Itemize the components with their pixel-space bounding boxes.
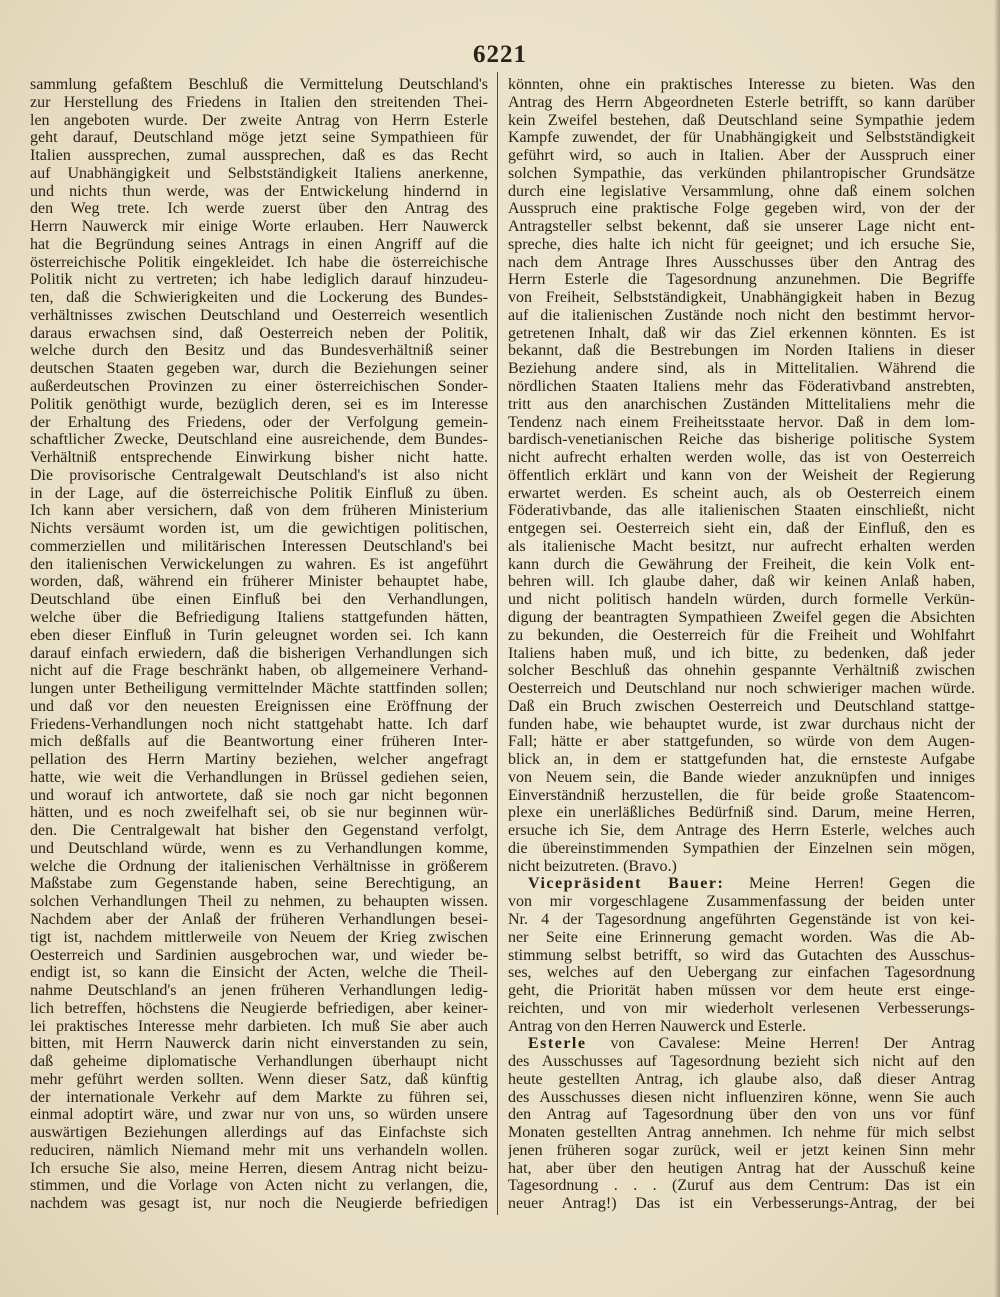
speech-text: von Cavalese: Meine Herren! Der Antrag: [586, 1035, 975, 1053]
text-line: funden habe, wie behauptet wurde, ist zwar durchaus nicht der: [508, 715, 975, 733]
text-line: und nichts thun werde, was der Entwickelung hindernd in: [30, 182, 488, 200]
text-line: kein Zweifel bestehen, daß Deutschland seine Sympathie jedem: [508, 111, 975, 129]
text-line: solchen Sympathie, das verkünden philantropischer Grundsätze: [508, 164, 975, 182]
text-line: und worauf ich antwortete, daß sie noch gar nicht begonnen: [30, 786, 488, 804]
text-line: solchen Verhandlungen Theil zu nehmen, zu behaupten wissen.: [30, 893, 488, 911]
text-line: hat die Begründung seines Antrags in einen Angriff auf die: [30, 235, 488, 253]
text-line: bitten, mit Herrn Nauwerck darin nicht einverstanden zu sein,: [30, 1035, 488, 1053]
text-line: österreichische Politik eingekleidet. Ich habe die österreichische: [30, 253, 488, 271]
text-line: Maßstabe zum Gegenstande haben, seine Berechtigung, an: [30, 875, 488, 893]
text-line: verhältnisses zwischen Deutschland und Oesterreich wesentlich: [30, 306, 488, 324]
text-line: Oesterreich und Deutschland nur noch schwieriger machen würde.: [508, 680, 975, 698]
text-line: welche über die Befriedigung Italiens stattgefunden hätten,: [30, 608, 488, 626]
text-line: mich deßfalls auf die Beantwortung einer früheren Inter-: [30, 733, 488, 751]
text-line: und nicht politisch handeln würden, durch formelle Verkün-: [508, 591, 975, 609]
text-line: kann durch die Gewährung der Freiheit, die kein Volk ent-: [508, 555, 975, 573]
text-line: hat, aber über den heutigen Antrag hat der Ausschuß keine: [508, 1159, 975, 1177]
text-line: lei praktisches Interesse mehr darbieten. Ich muß Sie aber auch: [30, 1017, 488, 1035]
text-line: Antrag des Herrn Abgeordneten Esterle betrifft, so kann darüber: [508, 93, 975, 111]
text-line: mehr geführt werden sollten. Wenn dieser Satz, daß künftig: [30, 1070, 488, 1088]
text-line: erwartet werden. Es scheint auch, als ob Oesterreich einem: [508, 484, 975, 502]
text-line: Nr. 4 der Tagesordnung angeführten Gegenstände ist von kei-: [508, 910, 975, 928]
text-line: ner Seite eine Erinnerung gemacht worden. Was die Ab-: [508, 928, 975, 946]
text-line: Föderativbande, das alle italienischen Staaten einschließt, nicht: [508, 502, 975, 520]
text-line: Ich ersuche Sie also, meine Herren, diesem Antrag nicht beizu-: [30, 1159, 488, 1177]
text-line: Italien aussprechen, zumal aussprechen, daß es das Recht: [30, 147, 488, 165]
text-line: reduciren, nämlich Niemand mehr mit uns verhandeln wollen.: [30, 1141, 488, 1159]
text-line: ten, daß die Schwierigkeiten und die Lockerung des Bundes-: [30, 289, 488, 307]
text-line: ses, welches auf den Uebergang zur einfachen Tagesordnung: [508, 964, 975, 982]
left-column: [30, 76, 488, 1213]
speech-text: Meine Herren! Gegen die: [724, 875, 975, 893]
text-line: deutschen Staaten gegeben war, durch die Beziehungen seiner: [30, 360, 488, 378]
text-line: den Weg trete. Ich werde zuerst über den Antrag des: [30, 200, 488, 218]
text-line: Deutschland übe einen Einfluß bei den Verhandlungen,: [30, 591, 488, 609]
text-line: durch eine legislative Versammlung, ohne daß einem solchen: [508, 182, 975, 200]
text-line: Daß ein Bruch zwischen Oesterreich und Deutschland stattge-: [508, 697, 975, 715]
text-line: den Antrag auf Tagesordnung über den von uns vor fünf: [508, 1106, 975, 1124]
text-line: jenen früheren sogar zurück, weil er jetzt keinen Sinn mehr: [508, 1141, 975, 1159]
text-line: welche durch den Besitz und das Bundesverhältniß seiner: [30, 342, 488, 360]
text-line: nahme Deutschland's an jenen früheren Verhandlungen ledig-: [30, 982, 488, 1000]
text-line: Politik genöthigt wurde, bezüglich deren, sei es im Interesse: [30, 395, 488, 413]
text-line: den italienischen Verwickelungen zu wahren. Es ist angeführt: [30, 555, 488, 573]
text-line: einmal adoptirt wäre, und zwar nur von uns, so würden unsere: [30, 1106, 488, 1124]
text-line: Antrag von den Herren Nauwerck und Esterle.: [508, 1017, 807, 1035]
text-line: der Erhaltung des Friedens, oder der Verfolgung gemein-: [30, 413, 488, 431]
text-line: nach dem Antrage Ihres Ausschusses über den Antrag des: [508, 253, 975, 271]
text-line: außerdeutschen Provinzen zu einer österreichischen Sonder-: [30, 378, 488, 396]
text-line: tigt ist, nachdem mittlerweile von Neuem der Krieg zwischen: [30, 928, 488, 946]
text-line: plexe ein unerläßliches Bedürfniß sind. Darum, meine Herren,: [508, 804, 975, 822]
text-line: Beziehung andere sind, als in Mittelitalien. Während die: [508, 360, 975, 378]
text-line: ersuche ich Sie, dem Antrage des Herrn Esterle, welches auch: [508, 822, 975, 840]
text-line: der internationale Verkehr auf dem Markte zu führen sei,: [30, 1088, 488, 1106]
text-line: Nichts versäumt worden ist, um die gewichtigen politischen,: [30, 520, 488, 538]
text-line: [508, 875, 975, 893]
text-line: tritt aus den anarchischen Zuständen Mittelitaliens mehr die: [508, 395, 975, 413]
text-line: welche die Ordnung der italienischen Verhältnisse in größerem: [30, 857, 488, 875]
text-line: Monaten gestellten Antrag annehmen. Ich nehme für mich selbst: [508, 1124, 975, 1142]
text-line: Verhältniß entsprechende Einwirkung bisher nicht hatte.: [30, 449, 488, 467]
text-line: bardisch-venetianischen Reiche das bisherige politische System: [508, 431, 975, 449]
text-line: den. Die Centralgewalt hat bisher den Gegenstand verfolgt,: [30, 822, 488, 840]
text-line: des Ausschusses auf Tagesordnung bezieht sich nicht auf den: [508, 1053, 975, 1071]
text-line: als italienische Macht besitzt, nur aufrecht erhalten werden: [508, 537, 975, 555]
text-line: Fall; hätte er aber stattgefunden, so würde von dem Augen-: [508, 733, 975, 751]
text-line: solcher Beschluß das ohnehin gespannte Verhältniß zwischen: [508, 662, 975, 680]
text-line: commerziellen und militärischen Interessen Deutschland's bei: [30, 537, 488, 555]
speaker-name: Vicepräsident Bauer:: [528, 875, 725, 893]
text-line: auf die italienischen Zustände noch nicht den bestimmt hervor-: [508, 306, 975, 324]
text-line: Kampfe zuwendet, der für Unabhängigkeit und Selbstständigkeit: [508, 129, 975, 147]
text-line: len angeboten wurde. Der zweite Antrag von Herrn Esterle: [30, 111, 488, 129]
text-line: lich betreffen, höchstens die Neugierde befriedigen, aber keiner-: [30, 999, 488, 1017]
text-line: spreche, dies halte ich nicht für geeignet; und ich ersuche Sie,: [508, 235, 975, 253]
text-line: Tendenz nach einem Freiheitsstaate hervor. Daß in dem lom-: [508, 413, 975, 431]
text-line: Politik nicht zu vertreten; ich habe lediglich darauf hinzudeu-: [30, 271, 488, 289]
text-line: pellation des Herrn Martiny beziehen, welcher angefragt: [30, 751, 488, 769]
text-line: hätten, und es noch zweifelhaft sei, ob sie nur beginnen wür-: [30, 804, 488, 822]
text-line: heute gestellten Antrag, ich glaube also, daß dieser Antrag: [508, 1070, 975, 1088]
text-line: nicht beizutreten. (Bravo.): [508, 857, 677, 875]
text-line: Ich kann aber versichern, daß von dem früheren Ministerium: [30, 502, 488, 520]
text-line: lungen unter Betheiligung vermittelnder Mächte stattfinden sollen;: [30, 680, 488, 698]
text-line: nördlichen Staaten Italiens mehr das Föderativband anstrebten,: [508, 378, 975, 396]
text-line: sammlung gefaßtem Beschluß die Vermittelung Deutschland's: [30, 76, 488, 93]
text-line: auswärtigen Beziehungen allerdings auf das Einfachste sich: [30, 1124, 488, 1142]
speaker-name: Esterle: [528, 1035, 587, 1053]
column-divider: [497, 72, 498, 1215]
text-line: Herrn Esterle die Tagesordnung anzunehmen. Die Begriffe: [508, 271, 975, 289]
text-line: von mir vorgeschlagene Zusammenfassung der beiden unter: [508, 893, 975, 911]
text-line: nachdem was gesagt ist, nur noch die Neugierde befriedigen: [30, 1195, 488, 1213]
page-number: 6221: [473, 41, 527, 68]
text-line: Friedens-Verhandlungen noch nicht stattgehabt hatte. Ich darf: [30, 715, 488, 733]
text-line: Italiens haben muß, und ich bitte, zu bedenken, daß jeder: [508, 644, 975, 662]
text-line: zu bekunden, die Oesterreich für die Freiheit und Wohlfahrt: [508, 626, 975, 644]
text-line: darauf einfach erwiedern, daß die bisherigen Verhandlungen sich: [30, 644, 488, 662]
text-line: von Neuem sein, die Bande wieder anzuknüpfen und inniges: [508, 768, 975, 786]
text-line: in der Lage, auf die österreichische Politik Einfluß zu üben.: [30, 484, 488, 502]
text-line: Ausspruch eine praktische Folge gegeben wird, von der der: [508, 200, 975, 218]
text-line: getretenen Inhalt, daß wir das Ziel erkennen könnten. Es ist: [508, 324, 975, 342]
text-line: endigt ist, so kann die Einsicht der Acten, welche die Theil-: [30, 964, 488, 982]
right-column: [508, 76, 975, 1213]
text-line: die übereinstimmenden Sympathien der Einzelnen sein mögen,: [508, 839, 975, 857]
text-line: blick an, in dem er stattgefunden hat, die ernsteste Aufgabe: [508, 751, 975, 769]
text-line: und Deutschland würde, wenn es zu Verhandlungen komme,: [30, 839, 488, 857]
text-line: von Freiheit, Selbstständigkeit, Unabhängigkeit haben in Bezug: [508, 289, 975, 307]
text-line: [508, 1035, 975, 1053]
text-line: stimmen, und die Vorlage von Acten nicht zu verlangen, die,: [30, 1177, 488, 1195]
text-line: digung der beantragten Sympathieen Zweifel gegen die Absichten: [508, 608, 975, 626]
text-line: reichten, und von mir wiederholt verlesenen Verbesserungs-: [508, 999, 975, 1017]
text-line: geht, die Priorität haben müssen vor dem heute erst einge-: [508, 982, 975, 1000]
text-line: stimmung selbst betrifft, so wird das Gutachten des Ausschus-: [508, 946, 975, 964]
text-line: neuer Antrag!) Das ist ein Verbesserungs-Antrag, der bei: [508, 1195, 975, 1213]
text-line: geht darauf, Deutschland möge jetzt seine Sympathieen für: [30, 129, 488, 147]
text-line: Oesterreich und Sardinien ausgebrochen war, und wieder be-: [30, 946, 488, 964]
text-line: nicht auf die Frage beschränkt haben, ob allgemeinere Verhand-: [30, 662, 488, 680]
text-line: schaftlicher Zwecke, Deutschland eine ausreichende, dem Bundes-: [30, 431, 488, 449]
text-line: und daß vor den neuesten Ereignissen eine Eröffnung der: [30, 697, 488, 715]
text-line: Nachdem aber der Anlaß der früheren Verhandlungen besei-: [30, 910, 488, 928]
text-line: hatte, wie weit die Verhandlungen in Brüssel gediehen seien,: [30, 768, 488, 786]
text-line: Antragsteller selbst bekennt, daß sie unserer Lage nicht ent-: [508, 218, 975, 236]
text-line: des Ausschusses diesen nicht influenziren könne, wenn Sie auch: [508, 1088, 975, 1106]
text-line: Tagesordnung . . . (Zuruf aus dem Centrum: Das ist ein: [508, 1177, 975, 1195]
text-line: worden, daß, während ein früherer Minister behauptet habe,: [30, 573, 488, 591]
text-line: auf Unabhängigkeit und Selbstständigkeit Italiens anerkenne,: [30, 164, 488, 182]
text-line: Herrn Nauwerck mir einige Worte erlauben. Herr Nauwerck: [30, 218, 488, 236]
page-edge-shadow: [994, 0, 1000, 1297]
text-line: entgegen sei. Oesterreich sieht ein, daß der Einfluß, den es: [508, 520, 975, 538]
text-line: nicht aufrecht erhalten werden wolle, das ist von Oesterreich: [508, 449, 975, 467]
text-line: könnten, ohne ein praktisches Interesse zu bieten. Was den: [508, 76, 975, 93]
text-line: öffentlich erklärt und kann von der Weisheit der Regierung: [508, 466, 975, 484]
text-line: geführt wird, so auch in Italien. Aber der Ausspruch einer: [508, 147, 975, 165]
text-line: eben dieser Einfluß in Turin geleugnet worden sei. Ich kann: [30, 626, 488, 644]
text-line: Einverständniß herzustellen, die für beide große Staatencom-: [508, 786, 975, 804]
text-line: behren will. Ich glaube daher, daß wir keinen Anlaß haben,: [508, 573, 975, 591]
text-line: daß geheime diplomatische Verhandlungen überhaupt nicht: [30, 1053, 488, 1071]
text-line: bekannt, daß die Bestrebungen im Norden Italiens in dieser: [508, 342, 975, 360]
text-line: daraus erwachsen sind, daß Oesterreich neben der Politik,: [30, 324, 488, 342]
text-line: Die provisorische Centralgewalt Deutschland's ist also nicht: [30, 466, 488, 484]
text-line: zur Herstellung des Friedens in Italien den streitenden Thei-: [30, 93, 488, 111]
